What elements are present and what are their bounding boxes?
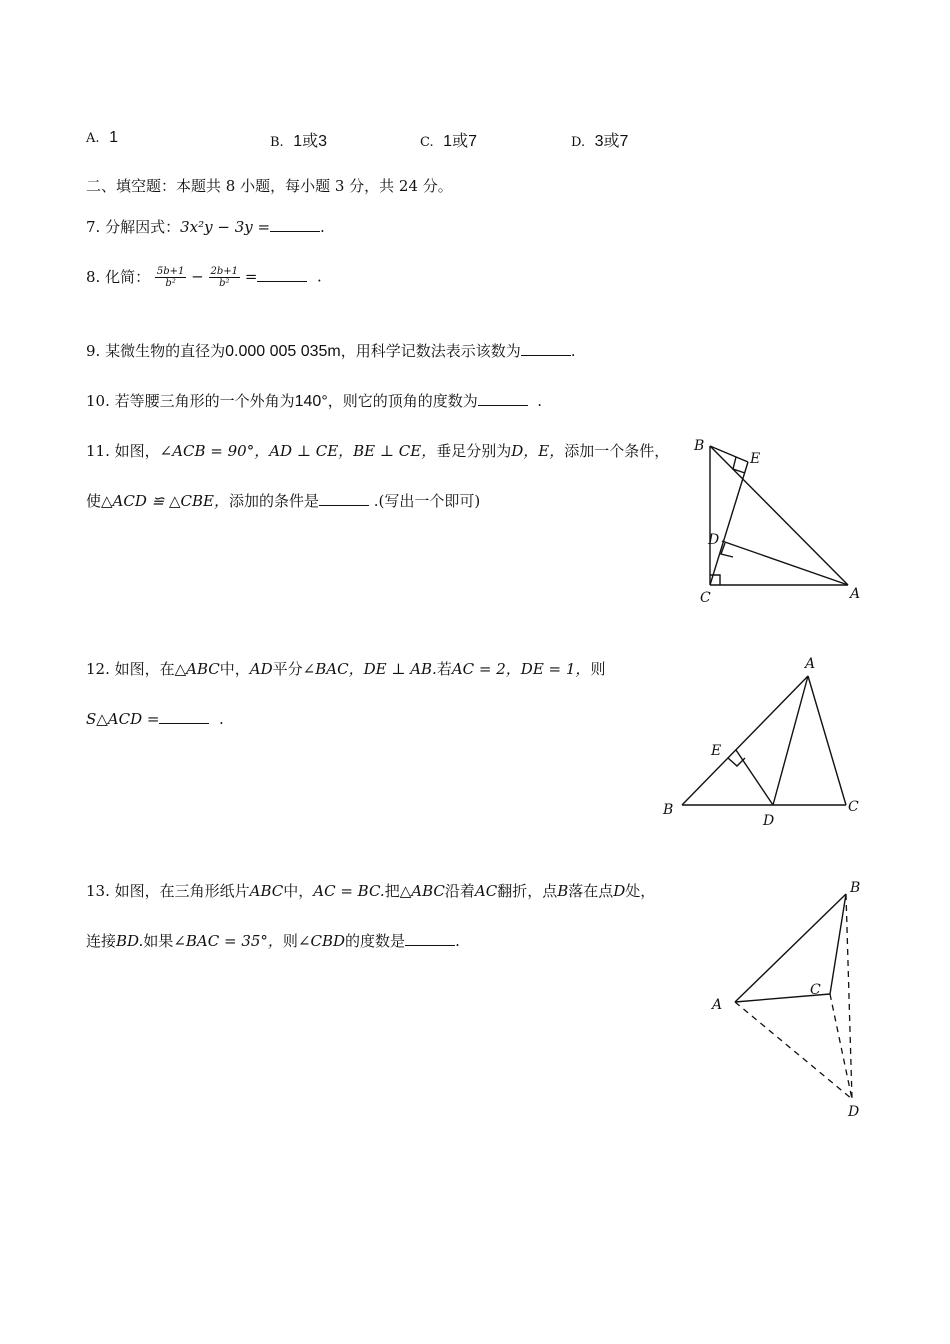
label-c: C	[700, 590, 711, 606]
option-a: A. 1	[86, 129, 118, 146]
label-b: B	[663, 802, 674, 818]
question-11-line-1: 11. 如图，∠ACB = 90°，AD ⊥ CE，BE ⊥ CE，垂足分别为D，E，添加一个条件，	[86, 442, 670, 460]
answer-blank[interactable]	[521, 343, 571, 356]
fraction-2: $\frac{2b+1}{\text{b²}}$	[210, 266, 239, 289]
figure-11	[690, 432, 870, 610]
figure-12	[655, 650, 870, 830]
option-b: B. 1或3	[270, 133, 328, 150]
answer-blank[interactable]	[478, 393, 528, 406]
question-13-line-2: 连接BD.如果∠BAC = 35°，则∠CBD的度数是 .	[86, 932, 460, 950]
fraction-1: $\frac{5b+1}{\text{b²}}$	[156, 266, 185, 289]
label-a: A	[805, 656, 816, 672]
label-e: E	[711, 743, 722, 759]
question-12-line-2: S△ACD = .	[86, 710, 224, 728]
question-12-line-1: 12. 如图，在△ABC中，AD平分∠BAC，DE ⊥ AB.若AC = 2，DE = 1，则	[86, 660, 606, 678]
question-11-line-2: 使△ACD ≌ △CBE，添加的条件是 .(写出一个即可)	[86, 492, 481, 510]
question-8: 8. 化简： $\frac{5b+1}{\text{b²}}$ − $\frac{2b+1}{\text{b²}}$ = .	[86, 266, 322, 289]
figure-13	[700, 872, 875, 1127]
answer-blank[interactable]	[159, 711, 209, 724]
question-10: 10. 若等腰三角形的一个外角为140°，则它的顶角的度数为 .	[86, 392, 543, 410]
question-7: 7. 分解因式：3x²y − 3y = .	[86, 218, 325, 236]
option-c: C. 1或7	[420, 133, 477, 150]
label-d: D	[848, 1104, 860, 1120]
label-b: B	[850, 880, 861, 896]
label-c: C	[848, 799, 859, 815]
label-d: D	[763, 813, 775, 829]
answer-blank[interactable]	[405, 933, 455, 946]
label-e: E	[750, 451, 761, 467]
label-b: B	[694, 438, 705, 454]
answer-blank[interactable]	[319, 493, 369, 506]
label-a: A	[712, 997, 723, 1013]
question-9: 9. 某微生物的直径为0.000 005 035m，用科学记数法表示该数为 .	[86, 342, 576, 360]
label-c: C	[810, 982, 821, 998]
section-heading: 二、填空题：本题共 8 小题，每小题 3 分，共 24 分。	[86, 177, 453, 195]
answer-blank[interactable]	[257, 269, 307, 282]
label-a: A	[850, 586, 861, 602]
option-d: D. 3或7	[571, 133, 629, 150]
question-13-line-1: 13. 如图，在三角形纸片ABC中，AC = BC.把△ABC沿着AC翻折，点B落在点D处，	[86, 882, 656, 900]
label-d: D	[708, 532, 720, 548]
answer-blank[interactable]	[270, 219, 320, 232]
